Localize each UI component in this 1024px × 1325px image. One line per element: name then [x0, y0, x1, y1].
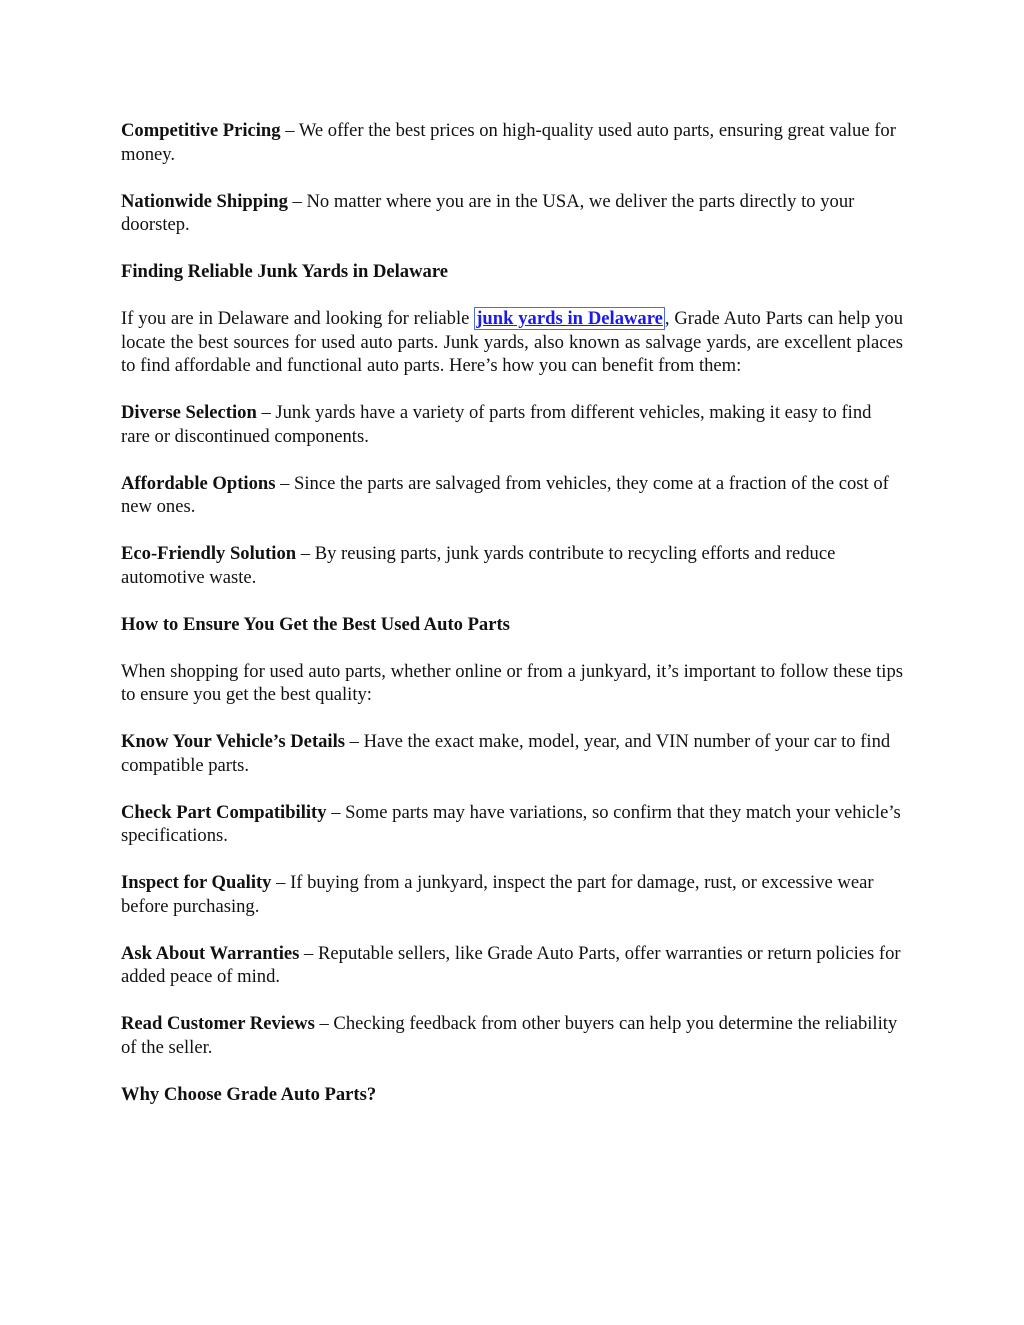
junk-yards-heading: [121, 260, 903, 284]
warranty-paragraph: [121, 942, 903, 989]
junk-yards-delaware-link[interactable]: junk yards in Delaware: [476, 308, 663, 329]
reviews-body: – Checking feedback from other buyers can help you determine the reliability of the seller.: [121, 1013, 898, 1058]
tips-intro-text: When shopping for used auto parts, whether online or from a junkyard, it’s important to follow these tips to ensure you get the best quality:: [121, 660, 903, 705]
affordable-paragraph: [121, 472, 903, 519]
why-heading: [121, 1083, 903, 1107]
reviews-paragraph: [121, 1012, 903, 1059]
why-heading-text: Why Choose Grade Auto Parts?: [121, 1083, 377, 1105]
junk-yards-heading-text: Finding Reliable Junk Yards in Delaware: [121, 261, 448, 282]
eco-body: – By reusing parts, junk yards contribute to recycling efforts and reduce automotive waste.: [121, 543, 836, 588]
know-paragraph: [121, 730, 903, 777]
diverse-title: Diverse Selection: [121, 402, 257, 423]
know-title: Know Your Vehicle’s Details: [121, 731, 345, 752]
delaware-after: , Grade Auto Parts can help you locate the best sources for used auto parts. Junk yards, also known as salvage yards, are excellent places to find affordable and functional auto parts. Here’s how you can benefit from them:: [121, 308, 903, 376]
compat-body: – Some parts may have variations, so confirm that they match your vehicle’s specifications.: [121, 801, 901, 846]
diverse-body: – Junk yards have a variety of parts from different vehicles, making it easy to find rare or discontinued components.: [121, 402, 872, 447]
inspect-title: Inspect for Quality: [121, 872, 272, 893]
warranty-body: – Reputable sellers, like Grade Auto Parts, offer warranties or return policies for added peace of mind.: [121, 942, 901, 987]
pricing-paragraph: [121, 119, 903, 166]
shipping-paragraph: [121, 190, 903, 237]
diverse-paragraph: [121, 401, 903, 448]
affordable-title: Affordable Options: [121, 472, 276, 494]
shipping-title: Nationwide Shipping: [121, 190, 288, 212]
inspect-body: – If buying from a junkyard, inspect the part for damage, rust, or excessive wear before purchasing.: [121, 872, 874, 917]
reviews-title: Read Customer Reviews: [121, 1013, 315, 1034]
eco-title: Eco-Friendly Solution: [121, 543, 297, 564]
pricing-title: Competitive Pricing: [121, 120, 281, 141]
warranty-title: Ask About Warranties: [121, 942, 300, 964]
delaware-paragraph: [121, 307, 903, 378]
ensure-heading: [121, 613, 903, 637]
affordable-body: – Since the parts are salvaged from vehicles, they come at a fraction of the cost of new ones.: [121, 472, 889, 517]
tips-intro-paragraph: [121, 660, 903, 707]
compat-paragraph: [121, 801, 903, 848]
inspect-paragraph: [121, 871, 903, 918]
compat-title: Check Part Compatibility: [121, 801, 327, 823]
know-body: – Have the exact make, model, year, and VIN number of your car to find compatible parts.: [121, 731, 891, 776]
document-page: [121, 119, 903, 1130]
eco-paragraph: [121, 542, 903, 589]
delaware-before: If you are in Delaware and looking for reliable: [121, 308, 475, 329]
shipping-body: – No matter where you are in the USA, we deliver the parts directly to your doorstep.: [121, 190, 855, 235]
pricing-body: – We offer the best prices on high-quality used auto parts, ensuring great value for money.: [121, 120, 896, 165]
ensure-heading-text: How to Ensure You Get the Best Used Auto Parts: [121, 613, 510, 635]
